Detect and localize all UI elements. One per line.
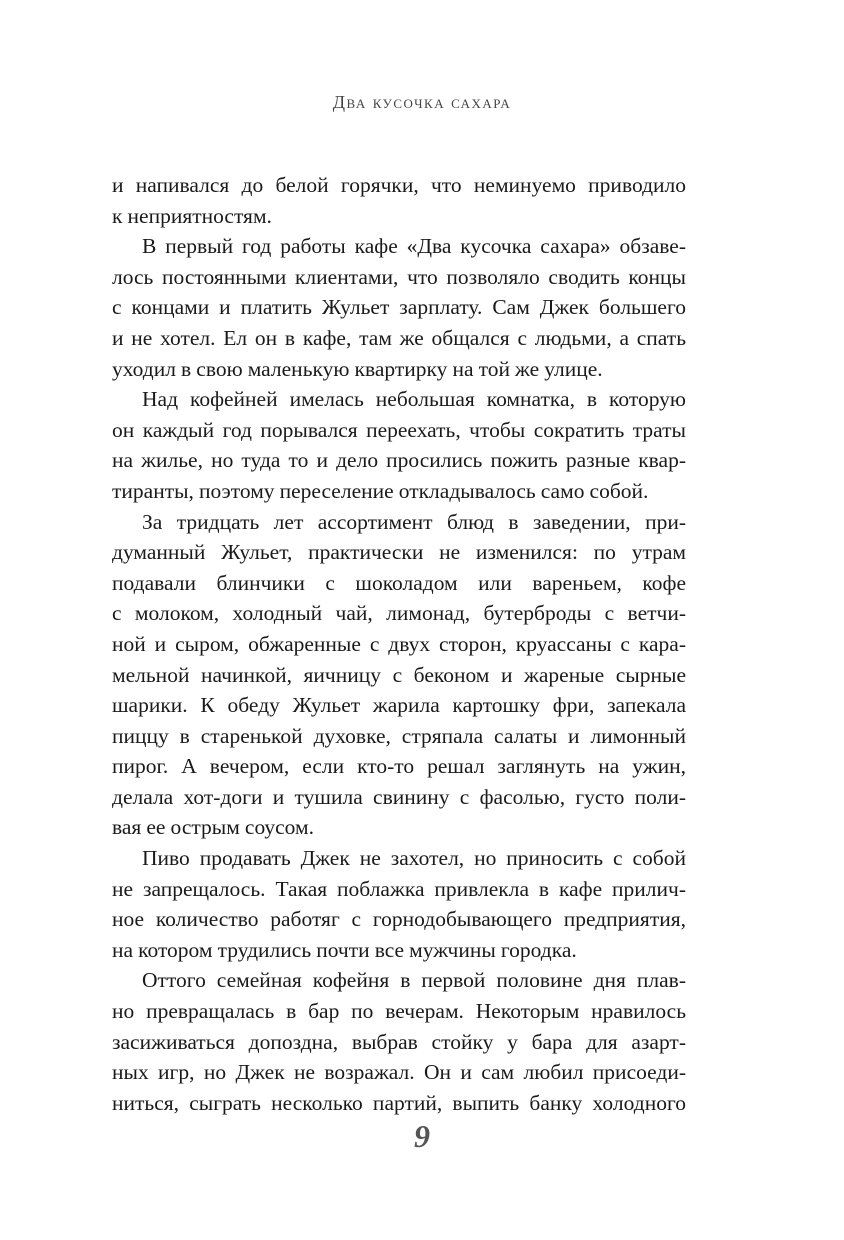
text-line: засиживаться допоздна, выбрав стойку у бара для азарт- <box>112 1029 686 1054</box>
text-line: на жилье, но туда то и дело просились пожить разные квар- <box>112 448 686 473</box>
text-line: Пиво продавать Джек не захотел, но приносить с собой <box>142 846 686 871</box>
text-line: с молоком, холодный чай, лимонад, бутерброды с ветчи- <box>112 601 686 626</box>
paragraph <box>112 843 686 965</box>
text-line: к неприятностям. <box>112 203 272 228</box>
body-text <box>112 170 686 1118</box>
text-line: За тридцать лет ассортимент блюд в заведении, при- <box>142 509 686 534</box>
text-line: пирог. А вечером, если кто-то решал заглянуть на ужин, <box>112 754 686 779</box>
text-line: ной и сыром, обжаренные с двух сторон, круассаны с кара- <box>112 631 686 656</box>
paragraph <box>112 170 686 231</box>
text-line: но превращалась в бар по вечерам. Некоторым нравилось <box>112 999 686 1024</box>
text-line: ное количество работяг с горнодобывающего предприятия, <box>112 907 686 932</box>
text-line: тиранты, поэтому переселение откладывалось само собой. <box>112 478 649 503</box>
text-line: с концами и платить Жульет зарплату. Сам Джек большего <box>112 295 686 320</box>
text-line: думанный Жульет, практически не изменился: по утрам <box>112 540 686 565</box>
text-line: ных игр, но Джек не возражал. Он и сам любил присоеди- <box>112 1060 686 1085</box>
text-line: на котором трудились почти все мужчины городка. <box>112 937 577 962</box>
text-line: он каждый год порывался переехать, чтобы сократить траты <box>112 417 686 442</box>
paragraph <box>112 965 686 1118</box>
paragraph <box>112 507 686 844</box>
paragraph <box>112 384 686 506</box>
text-line: Оттого семейная кофейня в первой половине дня плав- <box>142 968 686 993</box>
text-line: мельной начинкой, яичницу с беконом и жареные сырные <box>112 662 686 687</box>
text-line: не запрещалось. Такая поблажка привлекла в кафе прилич- <box>112 876 686 901</box>
text-line: лось постоянными клиентами, что позволяло сводить концы <box>112 264 686 289</box>
text-line: В первый год работы кафе «Два кусочка сахара» обзаве- <box>142 234 686 259</box>
text-line: и напивался до белой горячки, что неминуемо приводило <box>112 173 686 197</box>
text-line: уходил в свою маленькую квартирку на той же улице. <box>112 356 603 381</box>
text-line: и не хотел. Ел он в кафе, там же общался с людьми, а спать <box>112 325 686 350</box>
page-number: 9 <box>414 1118 430 1154</box>
text-line: ниться, сыграть несколько партий, выпить банку холодного <box>112 1090 686 1115</box>
text-line: делала хот-доги и тушила свинину с фасолью, густо поли- <box>112 784 686 809</box>
text-line: пиццу в старенькой духовке, стряпала салаты и лимонный <box>112 723 686 748</box>
text-line: вая ее острым соусом. <box>112 815 314 840</box>
running-head: Два кусочка сахара <box>332 92 512 112</box>
text-line: Над кофейней имелась небольшая комнатка, в которую <box>142 387 686 412</box>
text-line: подавали блинчики с шоколадом или вареньем, кофе <box>112 570 686 595</box>
text-line: шарики. К обеду Жульет жарила картошку фри, запекала <box>112 693 686 718</box>
paragraph <box>112 231 686 384</box>
